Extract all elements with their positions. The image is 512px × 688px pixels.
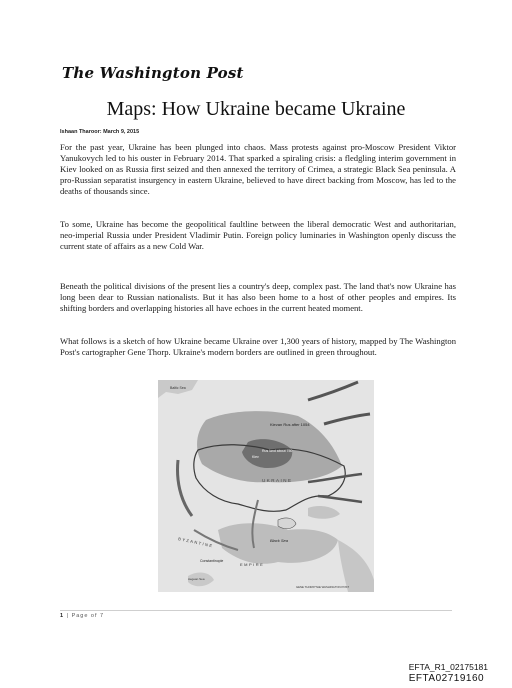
map-label: UKRAINE [262, 478, 293, 483]
bates-line-2: EFTA02719160 [408, 673, 485, 684]
bates-line-1: EFTA_R1_02175181 [408, 662, 488, 672]
map-label: Kievan Rus after 1054 [270, 422, 310, 427]
map-label: BYZANTINE [177, 536, 214, 549]
byline: Ishaan Tharoor: March 9, 2015 [60, 129, 140, 135]
page-count-text: Page of 7 [71, 613, 105, 619]
article-title: Maps: How Ukraine became Ukraine [106, 98, 406, 120]
masthead: The Washington Post [62, 64, 244, 82]
map-label: Black Sea [270, 538, 289, 543]
historical-map [158, 380, 374, 592]
map-label: EMPIRE [240, 562, 265, 567]
map-credit: GENE THORP/THE WASHINGTON POST [296, 585, 350, 589]
page-footer: 1 | Page of 7 [60, 613, 105, 619]
paragraph: Beneath the political divisions of the present lies a country's deep, complex past. The land that's now Ukraine has long been dear to Russian nationalists. But it has also been home to a host of other peoples and empires. Its shifting borders and overlapping histories all have echoes in the current heated moment. [60, 281, 456, 313]
map-label: Kiev [252, 455, 259, 459]
footer-divider [60, 610, 452, 611]
page-number: 1 [60, 613, 65, 619]
bates-stamp [409, 662, 488, 684]
paragraph: To some, Ukraine has become the geopolitical faultline between the liberal democratic West and authoritarian, neo-imperial Russia under President Vladimir Putin. Foreign policy luminaries in Washington openly discuss the current state of affairs as a new Cold War. [60, 219, 456, 251]
paragraph: What follows is a sketch of how Ukraine became Ukraine over 1,300 years of history, mapped by The Washington Post's cartographer Gene Thorp. Ukraine's modern borders are outlined in green throughout. [60, 336, 456, 357]
map-label: Baltic Sea [170, 386, 186, 390]
map-label: Rus land about 750 [262, 449, 293, 453]
map-label: Aegean Sea [188, 577, 205, 581]
map-label: Constantinople [200, 559, 224, 563]
paragraph: For the past year, Ukraine has been plunged into chaos. Mass protests against pro-Moscow President Viktor Yanukovych led to his ouster in February 2014. That sparked a spiraling crisis: a fledgling interim government in Kiev looked on as Russia first seized and then annexed the territory of Crimea, a strategic Black Sea peninsula. A pro-Russian separatist insurgency in eastern Ukraine, believed to have direct backing from Moscow, has led to the deaths of thousands since. [60, 142, 456, 196]
